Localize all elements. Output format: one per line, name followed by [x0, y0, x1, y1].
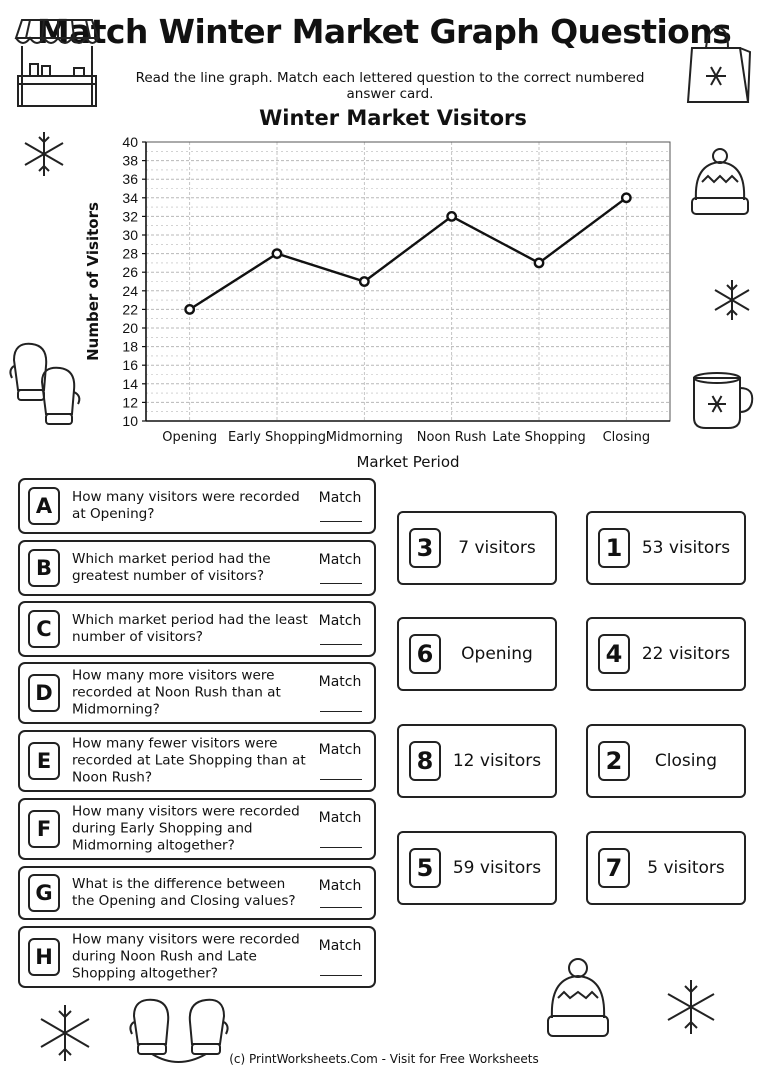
- y-tick-label: 32: [122, 208, 138, 225]
- answer-card: [586, 724, 746, 798]
- match-label: Match: [318, 810, 362, 826]
- x-axis-label: Market Period: [356, 453, 460, 470]
- answer-number: 4: [598, 634, 630, 674]
- data-point: [622, 194, 630, 202]
- match-answer-line[interactable]: [320, 711, 362, 712]
- data-point: [273, 249, 281, 257]
- y-tick-label: 34: [122, 189, 138, 206]
- answer-card: [397, 511, 557, 585]
- y-tick-label: 26: [122, 264, 138, 281]
- question-text: How many visitors were recorded at Opening?: [72, 489, 300, 522]
- answer-number: 1: [598, 528, 630, 568]
- y-tick-label: 24: [122, 282, 138, 299]
- match-answer-line[interactable]: [320, 847, 362, 848]
- y-tick-label: 10: [122, 413, 138, 429]
- answer-card: [586, 831, 746, 905]
- x-tick-label: Early Shopping: [227, 430, 327, 445]
- data-point: [185, 305, 193, 313]
- question-card: [18, 601, 376, 657]
- question-text: How many more visitors were recorded at Noon Rush than at Midmorning?: [72, 667, 281, 718]
- y-tick-label: 18: [122, 338, 138, 355]
- question-text: What is the difference between the Opening and Closing values?: [72, 876, 296, 909]
- question-letter: F: [28, 810, 60, 848]
- answer-text: Closing: [654, 751, 718, 771]
- x-tick-label: Midmorning: [325, 430, 403, 445]
- footer-credit: (c) PrintWorksheets.Com - Visit for Free Worksheets: [229, 1052, 539, 1066]
- match-label: Match: [318, 878, 362, 894]
- answer-text: 59 visitors: [452, 858, 542, 878]
- match-label: Match: [318, 613, 362, 629]
- y-tick-label: 40: [122, 134, 138, 150]
- x-tick-label: Opening: [162, 430, 218, 445]
- answer-text: 22 visitors: [641, 644, 731, 664]
- answer-text: Opening: [461, 644, 533, 664]
- answer-card: [397, 831, 557, 905]
- answer-number: 5: [409, 848, 441, 888]
- y-tick-label: 20: [122, 320, 138, 336]
- x-tick-label: Late Shopping: [492, 430, 586, 445]
- match-label: Match: [318, 742, 362, 758]
- question-letter: H: [28, 938, 60, 976]
- answer-text: 12 visitors: [452, 751, 542, 771]
- question-card: [18, 662, 376, 724]
- match-answer-line[interactable]: [320, 583, 362, 584]
- instructions: Read the line graph. Match each lettered question to the correct numbered answer card.: [135, 70, 645, 102]
- answer-number: 6: [409, 634, 441, 674]
- match-answer-line[interactable]: [320, 779, 362, 780]
- answer-number: 8: [409, 741, 441, 781]
- question-letter: C: [28, 610, 60, 648]
- y-tick-label: 36: [122, 171, 138, 188]
- y-tick-label: 30: [122, 227, 138, 243]
- x-tick-label: Noon Rush: [416, 430, 487, 445]
- match-answer-line[interactable]: [320, 521, 362, 522]
- answer-text: 7 visitors: [458, 538, 536, 558]
- match-label: Match: [318, 674, 362, 690]
- match-label: Match: [318, 490, 362, 506]
- chart-title: Winter Market Visitors: [259, 106, 527, 130]
- question-letter: G: [28, 874, 60, 912]
- question-text: How many visitors were recorded during Early Shopping and Midmorning altogether?: [72, 803, 300, 854]
- answer-number: 2: [598, 741, 630, 781]
- match-label: Match: [318, 552, 362, 568]
- y-tick-label: 38: [122, 152, 138, 169]
- winter-hat-icon: [544, 956, 612, 1040]
- y-axis-label: Number of Visitors: [84, 202, 102, 361]
- y-tick-label: 22: [122, 301, 138, 318]
- question-text: Which market period had the greatest number of visitors?: [72, 551, 271, 584]
- answer-number: 7: [598, 848, 630, 888]
- line-chart: [0, 0, 768, 470]
- question-card: [18, 540, 376, 596]
- answer-text: 53 visitors: [641, 538, 731, 558]
- question-text: How many visitors were recorded during Noon Rush and Late Shopping altogether?: [72, 931, 300, 982]
- match-answer-line[interactable]: [320, 975, 362, 976]
- y-tick-label: 16: [122, 357, 138, 374]
- data-point: [535, 259, 543, 267]
- match-answer-line[interactable]: [320, 644, 362, 645]
- answer-card: [586, 511, 746, 585]
- y-tick-label: 12: [122, 394, 138, 411]
- snowflake-icon: [662, 976, 720, 1038]
- y-tick-label: 28: [122, 245, 138, 262]
- question-text: Which market period had the least number of visitors?: [72, 612, 308, 645]
- question-letter: D: [28, 674, 60, 712]
- match-answer-line[interactable]: [320, 907, 362, 908]
- answer-card: [397, 724, 557, 798]
- question-card: [18, 926, 376, 988]
- question-letter: B: [28, 549, 60, 587]
- page-title: Match Winter Market Graph Questions: [36, 12, 732, 51]
- data-point: [360, 277, 368, 285]
- x-tick-label: Closing: [602, 430, 651, 445]
- question-card: [18, 866, 376, 920]
- question-text: How many fewer visitors were recorded at Late Shopping than at Noon Rush?: [72, 735, 306, 786]
- answer-text: 5 visitors: [647, 858, 725, 878]
- question-letter: E: [28, 742, 60, 780]
- match-label: Match: [318, 938, 362, 954]
- data-point: [447, 212, 455, 220]
- question-letter: A: [28, 487, 60, 525]
- y-tick-label: 14: [122, 375, 138, 392]
- question-card: [18, 798, 376, 860]
- answer-number: 3: [409, 528, 441, 568]
- answer-card: [397, 617, 557, 691]
- answer-card: [586, 617, 746, 691]
- question-card: [18, 478, 376, 534]
- question-card: [18, 730, 376, 792]
